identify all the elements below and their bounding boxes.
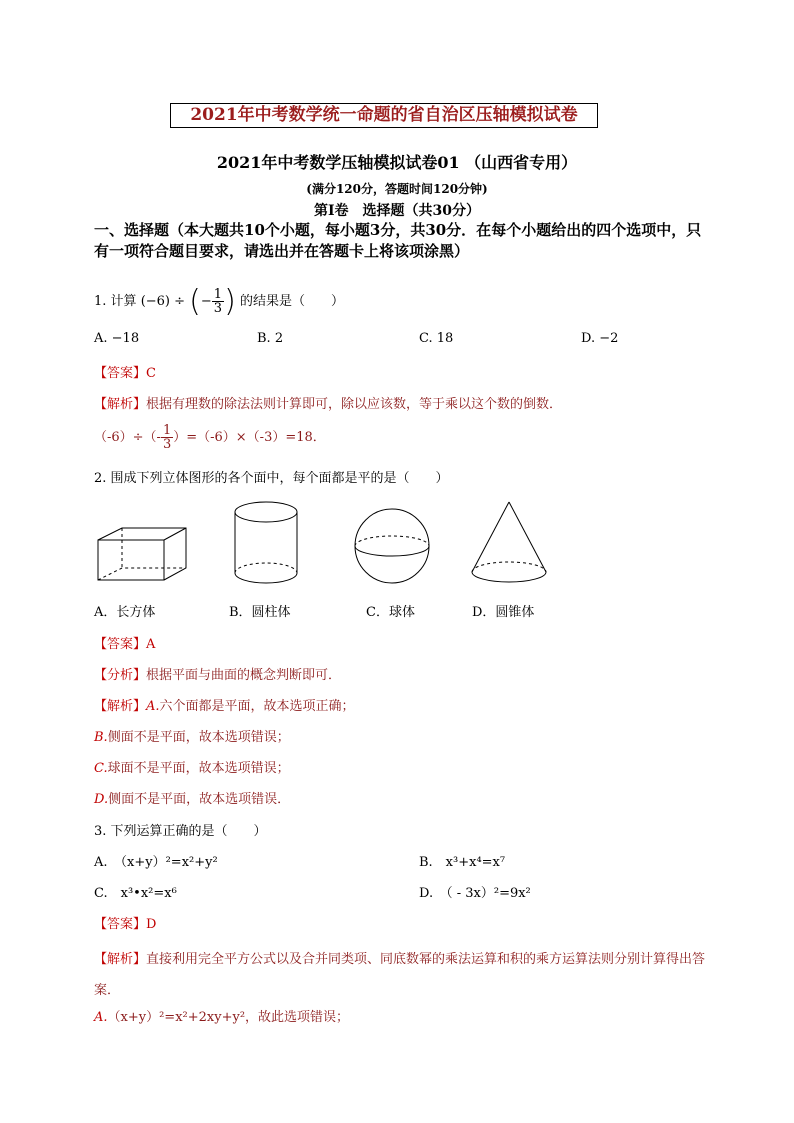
q2-analysis-1 bbox=[94, 664, 341, 683]
q2-line-c bbox=[94, 757, 290, 776]
q1-calculation bbox=[94, 424, 326, 451]
cone-figure bbox=[472, 502, 546, 582]
q3-answer bbox=[94, 913, 156, 932]
paper-title: 2021年中考数学压轴模拟试卷01 （山西省专用） bbox=[216, 153, 578, 172]
q3-option-c: C. x³•x²=x⁶ bbox=[94, 886, 177, 901]
line-text: 六个面都是平面，故本选项正确； bbox=[159, 699, 355, 714]
line-key: A. bbox=[94, 1010, 108, 1025]
series-banner: 2021年中考数学统一命题的省自治区压轴模拟试卷 bbox=[170, 103, 598, 128]
q1-numerator: 1 bbox=[213, 287, 223, 302]
q3-line-a bbox=[94, 1006, 349, 1025]
line-key: A. bbox=[146, 699, 160, 714]
open-paren: ( bbox=[189, 284, 201, 319]
analysis-text: 根据有理数的除法法则计算即可，除以应该数，等于乘以这个数的倒数． bbox=[146, 397, 563, 412]
q1-minus: − bbox=[200, 294, 212, 309]
q2-option-d: D．圆锥体 bbox=[472, 605, 535, 620]
analysis-tag: 【解析】 bbox=[94, 952, 147, 967]
q2-option-b: B．圆柱体 bbox=[229, 605, 291, 620]
q1-analysis bbox=[94, 393, 562, 412]
line-key: B. bbox=[94, 730, 108, 745]
q1-fraction bbox=[212, 288, 224, 315]
q1-denominator: 3 bbox=[213, 301, 223, 316]
section-instructions: 一、选择题（本大题共10个小题，每小题3分，共30分．在每个小题给出的四个选项中，只有一项符合题目要求，请选出并在答题卡上将该项涂黑） bbox=[94, 221, 702, 260]
cylinder-figure bbox=[235, 502, 297, 583]
q1-option-a: A. −18 bbox=[94, 331, 140, 346]
calc-numerator: 1 bbox=[162, 423, 172, 438]
analysis-tag: 【解析】 bbox=[94, 699, 147, 714]
answer-tag: 【答案】 bbox=[94, 917, 147, 932]
q2-line-d bbox=[94, 788, 290, 807]
calc-part-b: ）=（-6）×（-3）=18． bbox=[173, 430, 326, 445]
line-key: D. bbox=[94, 792, 109, 807]
cuboid-figure bbox=[98, 528, 186, 580]
volume-heading: 第Ⅰ卷 选择题（共30分） bbox=[313, 203, 481, 219]
q3-option-b: B. x³+x⁴=x⁷ bbox=[419, 855, 506, 870]
q2-line-b bbox=[94, 726, 290, 745]
q1-prefix: 1. 计算 bbox=[94, 294, 137, 309]
question-2-stem: 2. 围成下列立体图形的各个面中，每个面都是平的是（ ） bbox=[94, 471, 449, 486]
q3-analysis bbox=[94, 944, 714, 1006]
line-key: C. bbox=[94, 761, 108, 776]
q1-option-c: C. 18 bbox=[419, 331, 454, 346]
solid-figures bbox=[90, 495, 570, 590]
q1-suffix: 的结果是（ ） bbox=[239, 294, 344, 309]
calc-part-a: （-6）÷（- bbox=[94, 430, 161, 445]
q2-option-a: A．长方体 bbox=[94, 605, 156, 620]
answer-value: D bbox=[146, 917, 157, 932]
line-text: 侧面不是平面，故本选项错误； bbox=[107, 730, 290, 745]
calc-fraction bbox=[161, 424, 173, 451]
answer-tag: 【答案】 bbox=[94, 366, 147, 381]
q1-dividend: (−6) ÷ bbox=[140, 294, 186, 309]
analysis-tag: 【分析】 bbox=[94, 668, 147, 683]
q2-option-c: C．球体 bbox=[366, 605, 415, 620]
analysis-text: 直接利用完全平方公式以及合并同类项、同底数幂的乘法运算和积的乘方运算法则分别计算得出答案． bbox=[94, 952, 706, 998]
question-1-stem bbox=[94, 284, 344, 319]
question-3-stem: 3. 下列运算正确的是（ ） bbox=[94, 824, 267, 839]
analysis-tag: 【解析】 bbox=[94, 397, 147, 412]
q1-answer bbox=[94, 362, 156, 381]
calc-denominator: 3 bbox=[162, 437, 172, 452]
answer-tag: 【答案】 bbox=[94, 637, 147, 652]
q2-analysis-2 bbox=[94, 695, 355, 714]
line-text: 球面不是平面，故本选项错误； bbox=[107, 761, 290, 776]
close-paren: ) bbox=[224, 284, 236, 319]
line-text: 侧面不是平面，故本选项错误． bbox=[108, 792, 291, 807]
sphere-figure bbox=[355, 509, 429, 583]
answer-value: C bbox=[146, 366, 156, 381]
q3-option-d: D. （ - 3x）²=9x² bbox=[419, 886, 531, 901]
paper-subtitle: (满分120分，答题时间120分钟) bbox=[306, 182, 488, 196]
answer-value: A bbox=[146, 637, 156, 652]
line-text: （x+y）²=x²+2xy+y²，故此选项错误； bbox=[107, 1010, 350, 1025]
q1-option-d: D. −2 bbox=[581, 331, 619, 346]
q3-option-a: A. （x+y）²=x²+y² bbox=[94, 855, 218, 870]
q2-answer bbox=[94, 633, 155, 652]
q1-option-b: B. 2 bbox=[257, 331, 284, 346]
analysis-text: 根据平面与曲面的概念判断即可． bbox=[146, 668, 342, 683]
